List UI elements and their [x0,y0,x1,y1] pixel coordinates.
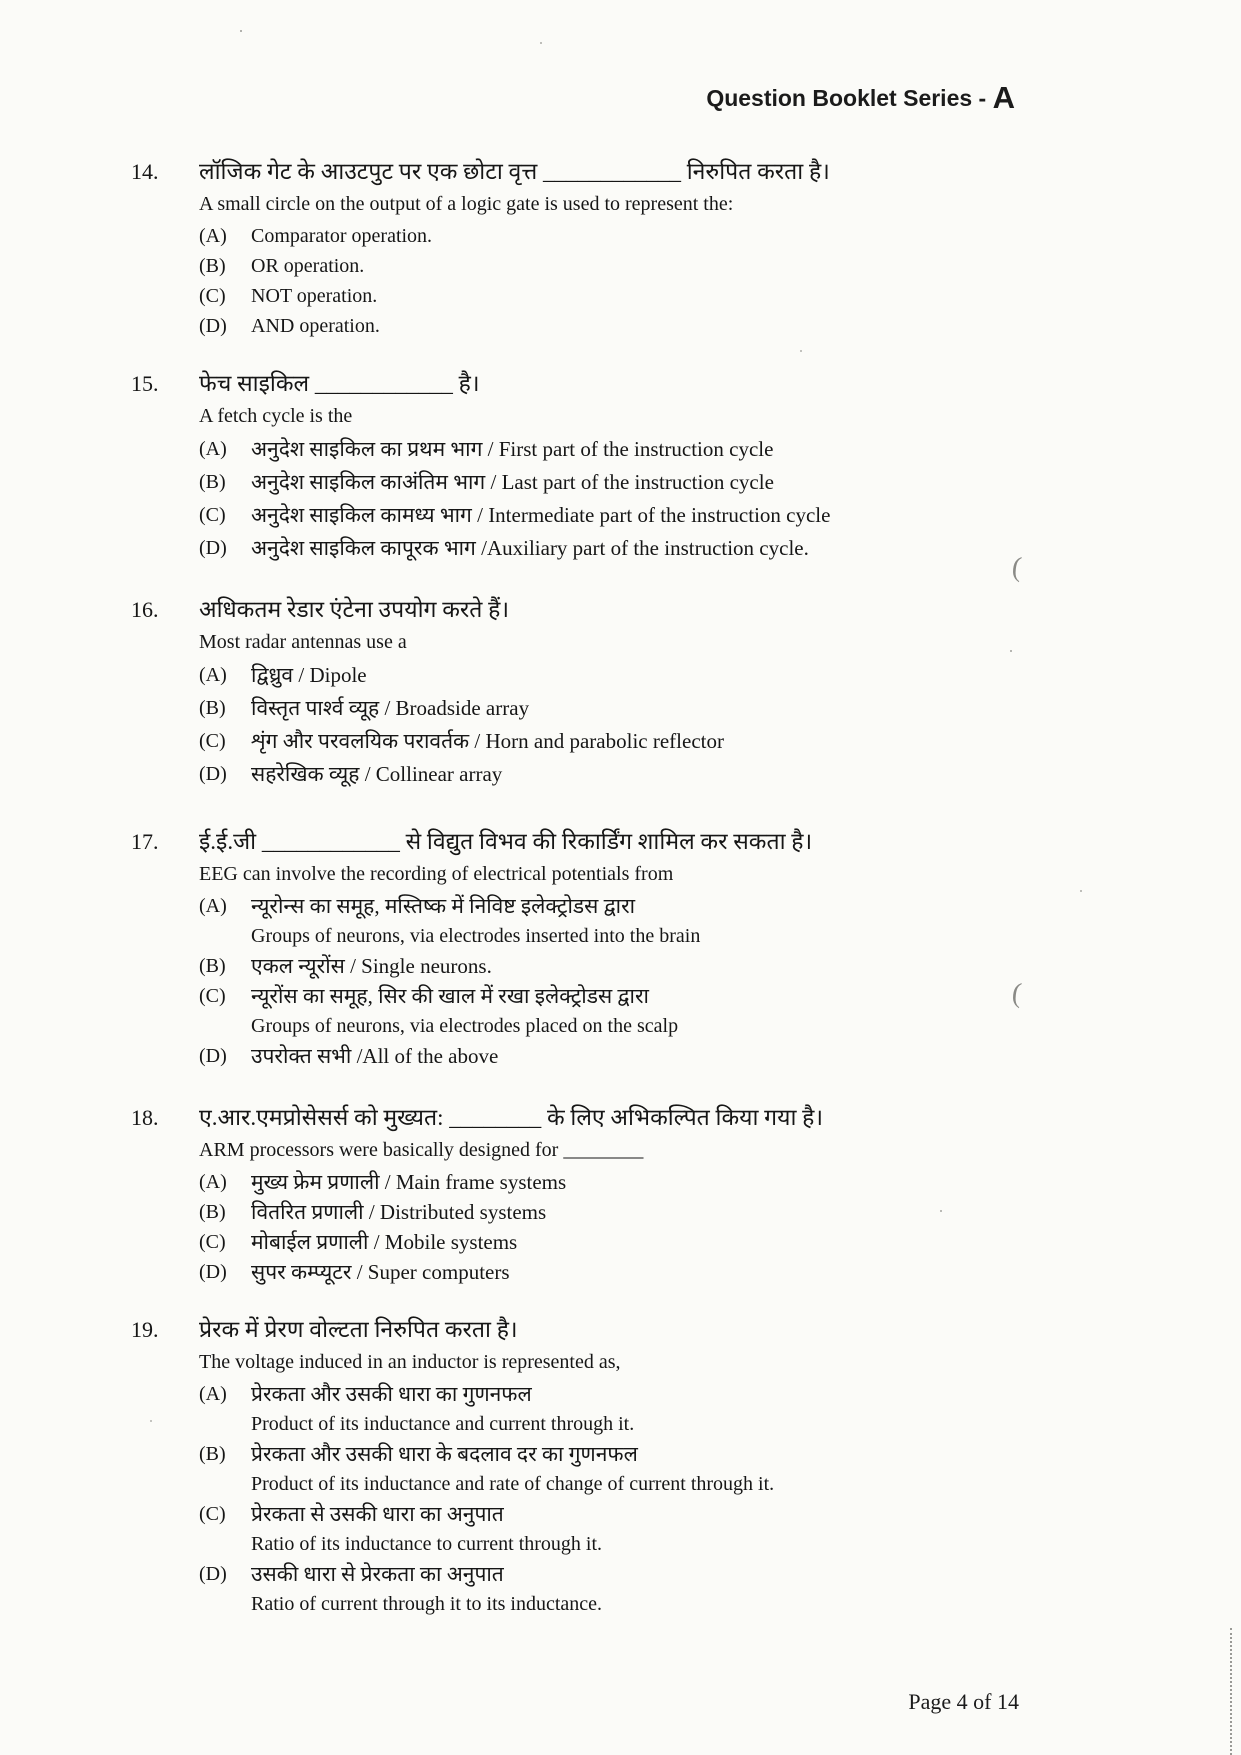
question-number: 15. [131,371,159,396]
option-text: NOT operation. [251,285,378,307]
option-text-hindi: प्रेरकता और उसकी धारा का गुणनफल [251,1382,532,1406]
option-text: OR operation. [251,255,365,277]
option-row-d [199,1257,1146,1287]
question-number: 18. [131,1105,159,1130]
option-text: Comparator operation. [251,225,433,247]
question-text-hindi: ए.आर.एमप्रोसेसर्स को मुख्यत: ________ के लिए अभिकल्पित किया गया है। [199,1105,824,1130]
option-letter: (D) [199,315,227,337]
option-row-b [199,1197,1146,1227]
options-list [199,1379,1146,1619]
option-letter: (C) [199,730,226,752]
option-letter: (A) [199,1171,227,1193]
option-text-english: Groups of neurons, via electrodes placed on the scalp [251,1015,679,1037]
option-text: अनुदेश साइकिल का प्रथम भाग / First part of the instruction cycle [251,437,774,461]
scan-edge-line [1230,1628,1232,1755]
question-text-hindi: ई.ई.जी ____________ से विद्युत विभव की रिकार्डिंग शामिल कर सकता है। [199,829,813,854]
option-letter: (C) [199,1503,226,1525]
question-text-hindi: प्रेरक में प्रेरण वोल्टता निरुपित करता है। [199,1317,518,1342]
option-text-english: Ratio of its inductance to current through it. [251,1533,603,1555]
option-text: वितरित प्रणाली / Distributed systems [251,1200,547,1224]
question-number: 14. [131,159,159,184]
option-letter: (B) [199,255,226,277]
option-row-c [199,499,1146,532]
option-text: अनुदेश साइकिल कामध्य भाग / Intermediate part of the instruction cycle [251,503,831,527]
question-text-english: EEG can involve the recording of electrical potentials from [199,863,674,885]
option-row-b [199,251,1146,281]
question-text-english: Most radar antennas use a [199,631,407,653]
option-text-hindi: प्रेरकता और उसकी धारा के बदलाव दर का गुणनफल [251,1442,638,1466]
question-text-hindi: फेच साइकिल ____________ है। [199,371,480,396]
scan-artifact-bracket: ( [1010,977,1023,1010]
option-text-english: Product of its inductance and current through it. [251,1413,635,1435]
question-19 [131,1313,1146,1619]
option-text: एकल न्यूरोंस / Single neurons. [251,954,492,978]
option-letter: (D) [199,763,227,785]
option-text: अनुदेश साइकिल काअंतिम भाग / Last part of the instruction cycle [251,470,774,494]
question-text-english: ARM processors were basically designed for ________ [199,1139,644,1161]
booklet-series-header [706,80,1015,116]
option-letter: (B) [199,471,226,493]
question-18 [131,1101,1146,1287]
option-letter: (D) [199,537,227,559]
option-letter: (A) [199,1383,227,1405]
option-row-c [199,1499,1146,1559]
option-letter: (C) [199,285,226,307]
question-17 [131,825,1146,1071]
option-text-hindi: उसकी धारा से प्रेरकता का अनुपात [251,1562,504,1586]
option-row-c [199,281,1146,311]
options-list [199,1167,1146,1287]
option-text-english: Groups of neurons, via electrodes inserted into the brain [251,925,701,947]
option-text: सुपर कम्प्यूटर / Super computers [251,1260,510,1284]
question-text-hindi: लॉजिक गेट के आउटपुट पर एक छोटा वृत्त ____________ निरुपित करता है। [199,159,830,184]
question-text-hindi: अधिकतम रेडार एंटेना उपयोग करते हैं। [199,597,510,622]
option-row-b [199,466,1146,499]
question-number: 17. [131,829,159,854]
option-letter: (B) [199,697,226,719]
questions-area [131,155,1146,1619]
series-letter: A [992,80,1015,115]
page-footer: Page 4 of 14 [908,1689,1019,1714]
option-row-b [199,1439,1146,1499]
option-text: अनुदेश साइकिल कापूरक भाग /Auxiliary part of the instruction cycle. [251,536,809,560]
question-number: 16. [131,597,159,622]
option-row-c [199,725,1146,758]
option-letter: (D) [199,1563,227,1585]
option-row-a [199,433,1146,466]
option-row-c [199,981,1146,1041]
option-text-hindi: न्यूरोंस का समूह, सिर की खाल में रखा इलेक्ट्रोडस द्वारा [251,984,649,1008]
question-number: 19. [131,1317,159,1342]
option-letter: (C) [199,1231,226,1253]
option-letter: (C) [199,504,226,526]
option-row-d [199,758,1146,791]
option-row-a [199,659,1146,692]
option-letter: (B) [199,1201,226,1223]
option-row-b [199,951,1146,981]
question-text-english: A fetch cycle is the [199,405,353,427]
option-row-d [199,532,1146,565]
option-letter: (A) [199,895,227,917]
option-text: विस्तृत पार्श्व व्यूह / Broadside array [251,696,530,720]
question-14 [131,155,1146,341]
option-row-d [199,1559,1146,1619]
option-text: सहरेखिक व्यूह / Collinear array [251,762,503,786]
option-row-d [199,1041,1146,1071]
option-letter: (C) [199,985,226,1007]
option-text: शृंग और परवलयिक परावर्तक / Horn and parabolic reflector [251,729,724,753]
scan-artifact-bracket: ( [1010,551,1023,584]
option-text: द्विध्रुव / Dipole [251,663,367,687]
option-row-a [199,221,1146,251]
scan-noise [240,30,242,32]
option-text: मोबाईल प्रणाली / Mobile systems [251,1230,518,1254]
question-16 [131,593,1146,791]
option-row-c [199,1227,1146,1257]
option-text-english: Ratio of current through it to its inductance. [251,1593,603,1615]
option-letter: (A) [199,438,227,460]
series-label: Question Booklet Series - [706,85,993,111]
option-row-d [199,311,1146,341]
option-letter: (A) [199,225,227,247]
option-text: AND operation. [251,315,380,337]
question-text-english: A small circle on the output of a logic gate is used to represent the: [199,193,734,215]
options-list [199,891,1146,1071]
option-text: मुख्य फ्रेम प्रणाली / Main frame systems [251,1170,567,1194]
option-letter: (D) [199,1045,227,1067]
question-15 [131,367,1146,565]
option-row-a [199,1379,1146,1439]
option-row-a [199,1167,1146,1197]
option-letter: (D) [199,1261,227,1283]
option-letter: (B) [199,955,226,977]
options-list [199,221,1146,341]
option-row-a [199,891,1146,951]
option-text: उपरोक्त सभी /All of the above [251,1044,499,1068]
option-row-b [199,692,1146,725]
options-list [199,659,1146,791]
option-letter: (A) [199,664,227,686]
option-letter: (B) [199,1443,226,1465]
option-text-hindi: न्यूरोन्स का समूह, मस्तिष्क में निविष्ट इलेक्ट्रोडस द्वारा [251,894,636,918]
option-text-english: Product of its inductance and rate of change of current through it. [251,1473,775,1495]
option-text-hindi: प्रेरकता से उसकी धारा का अनुपात [251,1502,504,1526]
options-list [199,433,1146,565]
question-text-english: The voltage induced in an inductor is represented as, [199,1351,621,1373]
